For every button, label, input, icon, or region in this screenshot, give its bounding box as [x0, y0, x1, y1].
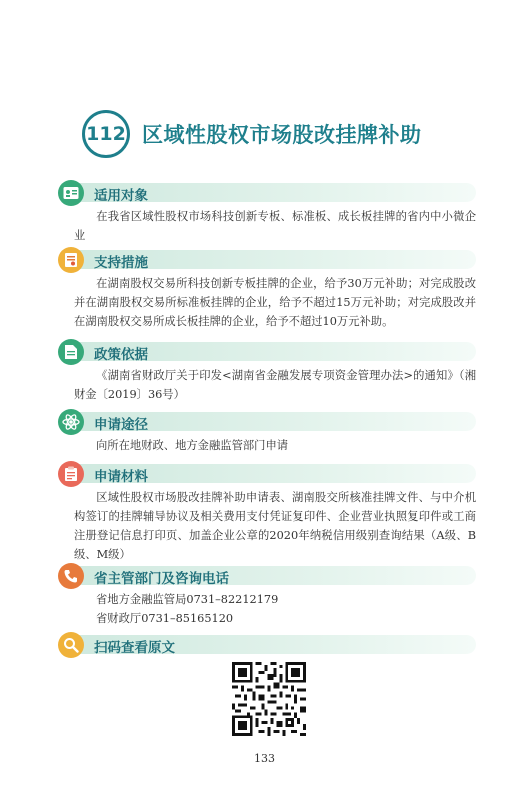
section-body — [74, 436, 476, 455]
body-line: 在湖南股权交易所科技创新专板挂牌的企业，给予30万元补助；对完成股改并在湖南股权交易所标准板挂牌的企业，给予不超过15万元补助；对完成股改并在湖南股权交易所成长板挂牌的企业，给予不超过10万元补助。 — [74, 277, 476, 328]
section-header-scan — [58, 632, 476, 656]
certificate-icon — [58, 247, 84, 273]
section-header-measures — [58, 247, 476, 271]
title-text: 区域性股权市场股改挂牌补助 — [142, 123, 422, 147]
section-header-materials — [58, 461, 476, 485]
document-icon — [58, 339, 84, 365]
section-body — [74, 207, 476, 245]
section-body — [74, 590, 476, 628]
section-body — [74, 274, 476, 331]
section-label: 政策依据 — [94, 347, 148, 363]
section-body — [74, 366, 476, 404]
section-label: 扫码查看原文 — [94, 640, 175, 656]
body-line: 省财政厅0731–85165120 — [96, 612, 234, 625]
section-label: 适用对象 — [94, 188, 148, 204]
body-line: 省地方金融监管局0731–82212179 — [96, 593, 279, 606]
body-line: 《湖南省财政厅关于印发<湖南省金融发展专项资金管理办法>的通知》（湘财金〔2019〕36号） — [74, 369, 476, 401]
body-line: 在我省区域性股权市场科技创新专板、标准板、成长板挂牌的省内中小微企业 — [74, 210, 476, 242]
section-label: 省主管部门及咨询电话 — [94, 571, 229, 587]
section-label: 申请途径 — [94, 417, 148, 433]
phone-icon — [58, 563, 84, 589]
id-card-icon — [58, 180, 84, 206]
page-title — [82, 110, 422, 158]
section-header-applicable — [58, 180, 476, 204]
page-number: 133 — [254, 752, 275, 765]
search-icon — [58, 632, 84, 658]
section-label: 支持措施 — [94, 255, 148, 271]
item-number-badge: 112 — [82, 110, 130, 158]
section-label: 申请材料 — [94, 469, 148, 485]
atom-icon — [58, 409, 84, 435]
section-header-channel — [58, 409, 476, 433]
body-line: 区域性股权市场股改挂牌补助申请表、湖南股交所核准挂牌文件、与中介机构签订的挂牌辅导协议及相关费用支付凭证复印件、企业营业执照复印件或工商注册登记信息打印页、加盖企业公章的2020年纳税信用级别查询结果（A级、B级、M级） — [74, 491, 476, 561]
qr-code[interactable] — [232, 662, 306, 736]
section-body — [74, 488, 476, 564]
clipboard-icon — [58, 461, 84, 487]
body-line: 向所在地财政、地方金融监管部门申请 — [96, 439, 289, 452]
section-header-contact — [58, 563, 476, 587]
section-header-basis — [58, 339, 476, 363]
